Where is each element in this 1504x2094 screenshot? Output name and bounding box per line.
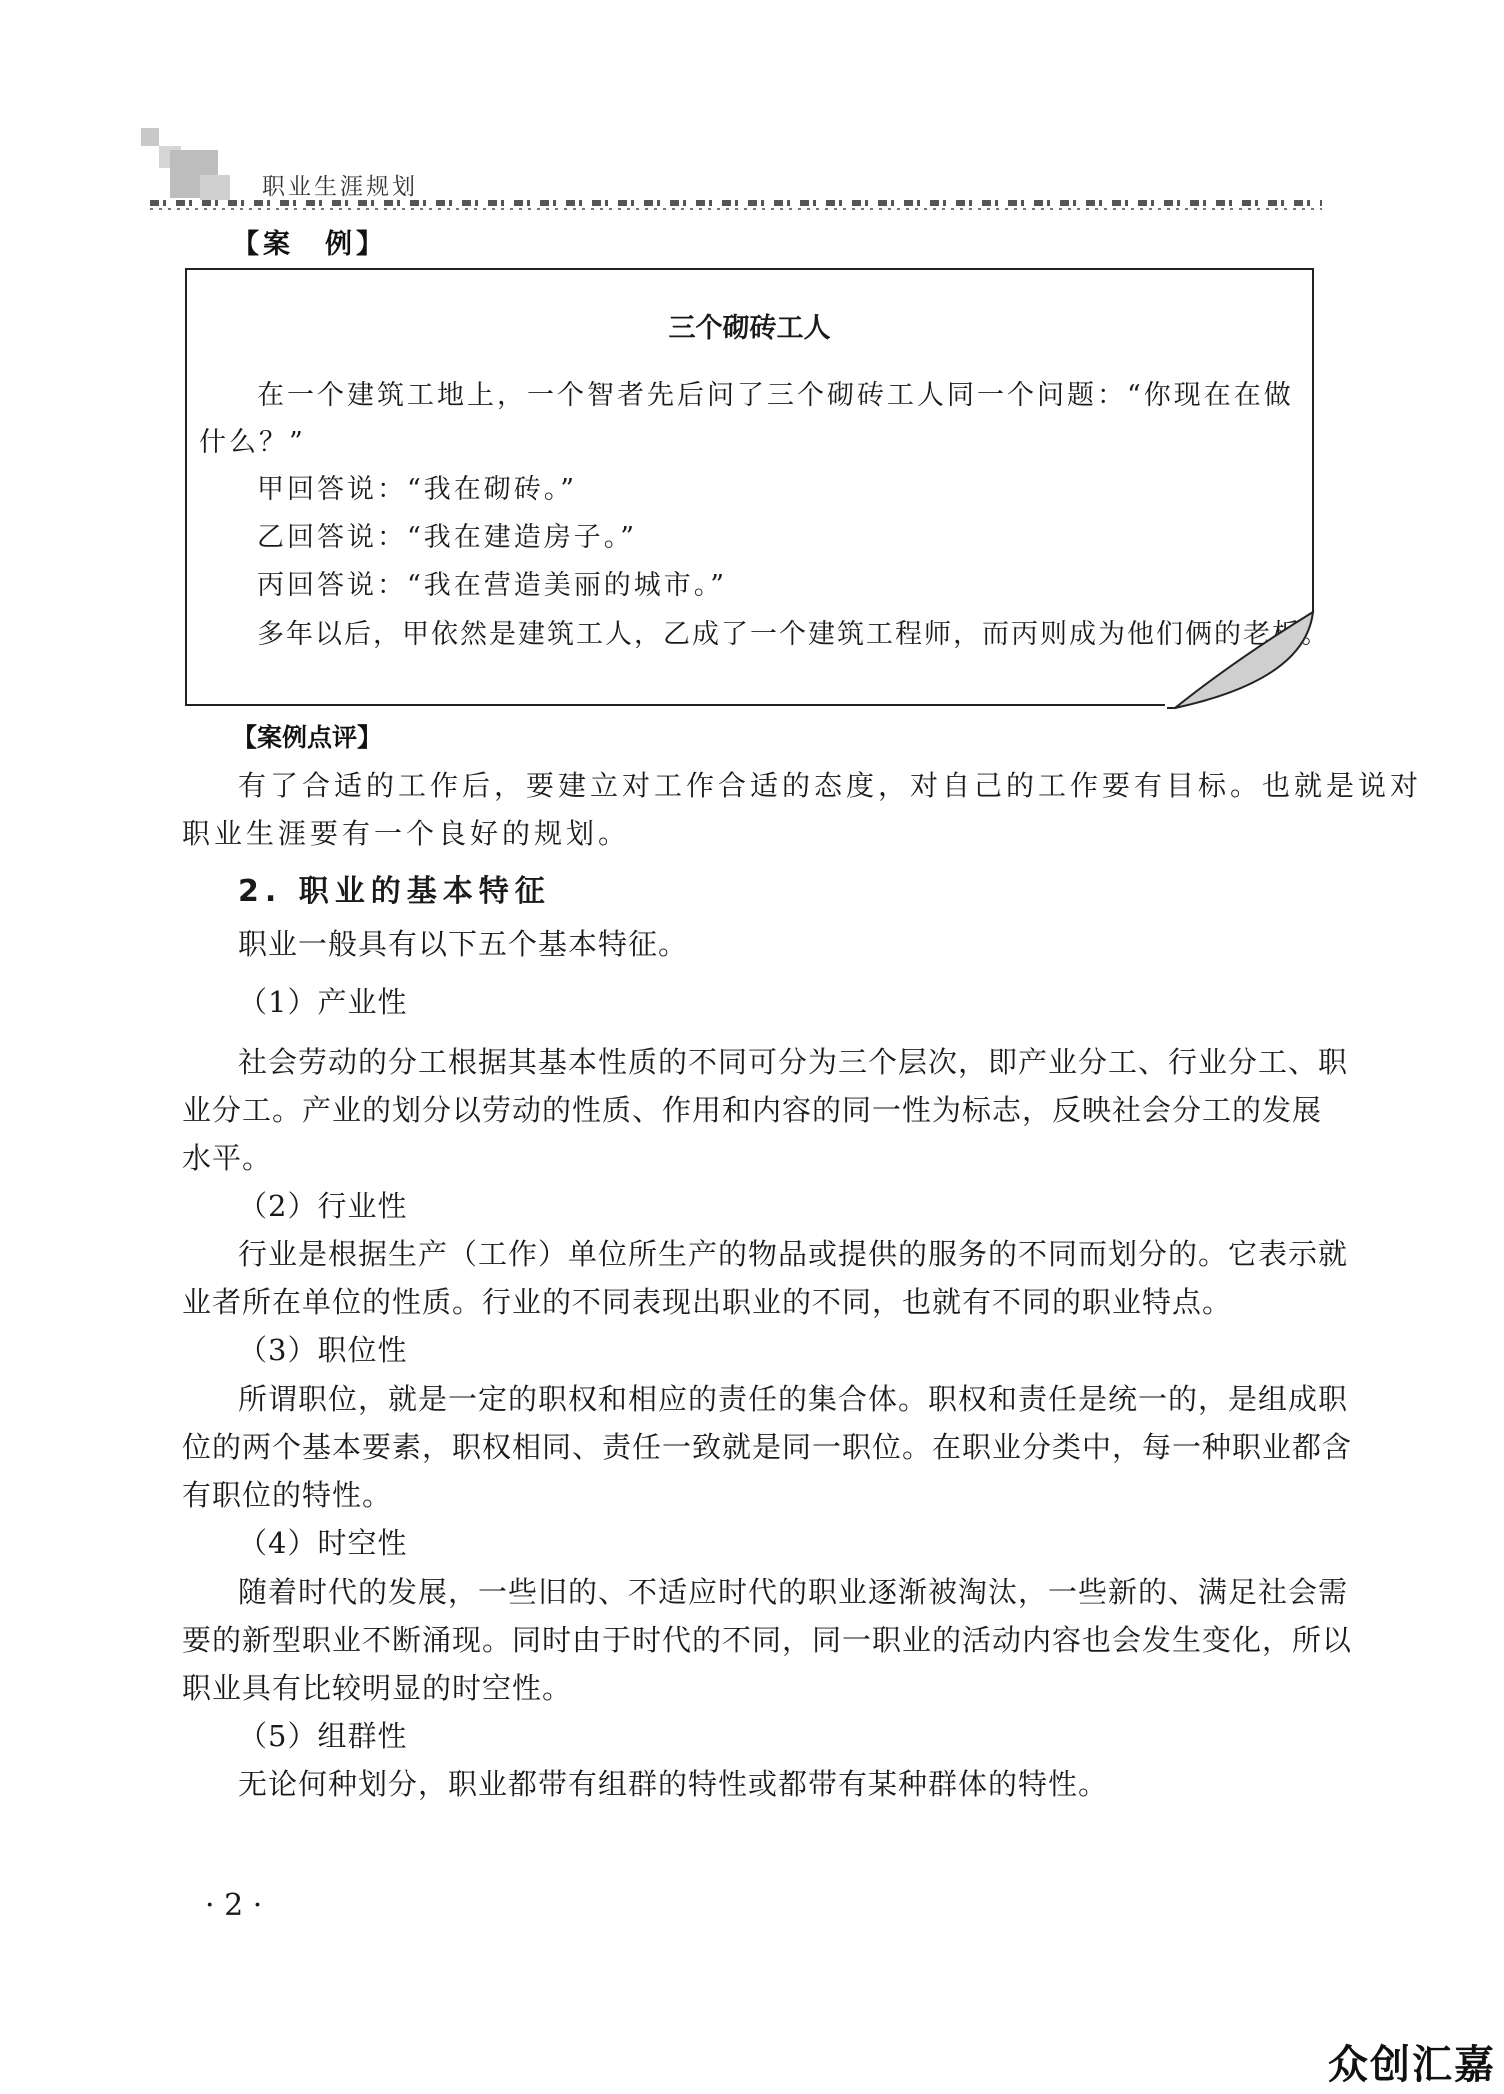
item-3-title: （3）职位性 <box>238 1333 408 1367</box>
running-title: 职业生涯规划 <box>262 174 418 200</box>
item-4-line-2: 要的新型职业不断涌现。同时由于时代的不同，同一职业的活动内容也会发生变化，所以 <box>182 1623 1353 1657</box>
page-number: · 2 · <box>205 1888 263 1923</box>
item-4-title: （4）时空性 <box>238 1526 408 1560</box>
case-line-3: 甲回答说：“我在砌砖。” <box>257 474 578 505</box>
item-2-line-2: 业者所在单位的性质。行业的不同表现出职业的不同，也就有不同的职业特点。 <box>182 1285 1233 1319</box>
item-1-line-1: 社会劳动的分工根据其基本性质的不同可分为三个层次，即产业分工、行业分工、职 <box>238 1045 1349 1079</box>
item-1-title: （1）产业性 <box>238 985 408 1019</box>
page-curl-icon <box>1165 590 1325 715</box>
item-4-line-3: 职业具有比较明显的时空性。 <box>182 1671 573 1705</box>
case-line-4: 乙回答说：“我在建造房子。” <box>257 522 638 553</box>
item-3-line-2: 位的两个基本要素，职权相同、责任一致就是同一职位。在职业分类中，每一种职业都含 <box>182 1430 1353 1464</box>
item-5-title: （5）组群性 <box>238 1719 408 1753</box>
comment-label: 【案例点评】 <box>232 723 383 752</box>
item-4-line-1: 随着时代的发展，一些旧的、不适应时代的职业逐渐被淘汰，一些新的、满足社会需 <box>238 1575 1349 1609</box>
item-1-line-2: 业分工。产业的划分以劳动的性质、作用和内容的同一性为标志，反映社会分工的发展 <box>182 1093 1323 1127</box>
case-line-5: 丙回答说：“我在营造美丽的城市。” <box>257 570 728 601</box>
case-label: 【案 例】 <box>232 229 387 260</box>
case-title: 三个砌砖工人 <box>668 313 831 344</box>
watermark-logo: 众创汇嘉 <box>1328 2042 1496 2088</box>
section-heading: 2. 职业的基本特征 <box>238 874 551 909</box>
item-2-title: （2）行业性 <box>238 1189 408 1223</box>
case-line-6: 多年以后，甲依然是建筑工人，乙成了一个建筑工程师，而丙则成为他们俩的老板。 <box>257 619 1330 650</box>
case-box <box>185 268 1330 706</box>
item-5-line-1: 无论何种划分，职业都带有组群的特性或都带有某种群体的特性。 <box>238 1767 1109 1801</box>
header-rule-dots <box>150 208 1322 210</box>
item-3-line-1: 所谓职位，就是一定的职权和相应的责任的集合体。职权和责任是统一的，是组成职 <box>238 1382 1349 1416</box>
case-line-2: 什么？” <box>199 427 306 458</box>
case-line-1: 在一个建筑工地上，一个智者先后问了三个砌砖工人同一个问题：“你现在在做 <box>257 380 1294 411</box>
header-rule <box>150 200 1322 206</box>
section-intro: 职业一般具有以下五个基本特征。 <box>238 927 689 961</box>
item-2-line-1: 行业是根据生产（工作）单位所生产的物品或提供的服务的不同而划分的。它表示就 <box>238 1237 1349 1271</box>
item-3-line-3: 有职位的特性。 <box>182 1478 393 1512</box>
comment-line-1: 有了合适的工作后，要建立对工作合适的态度，对自己的工作要有目标。也就是说对 <box>238 769 1423 802</box>
item-1-line-3: 水平。 <box>182 1141 273 1175</box>
comment-line-2: 职业生涯要有一个良好的规划。 <box>182 817 631 850</box>
